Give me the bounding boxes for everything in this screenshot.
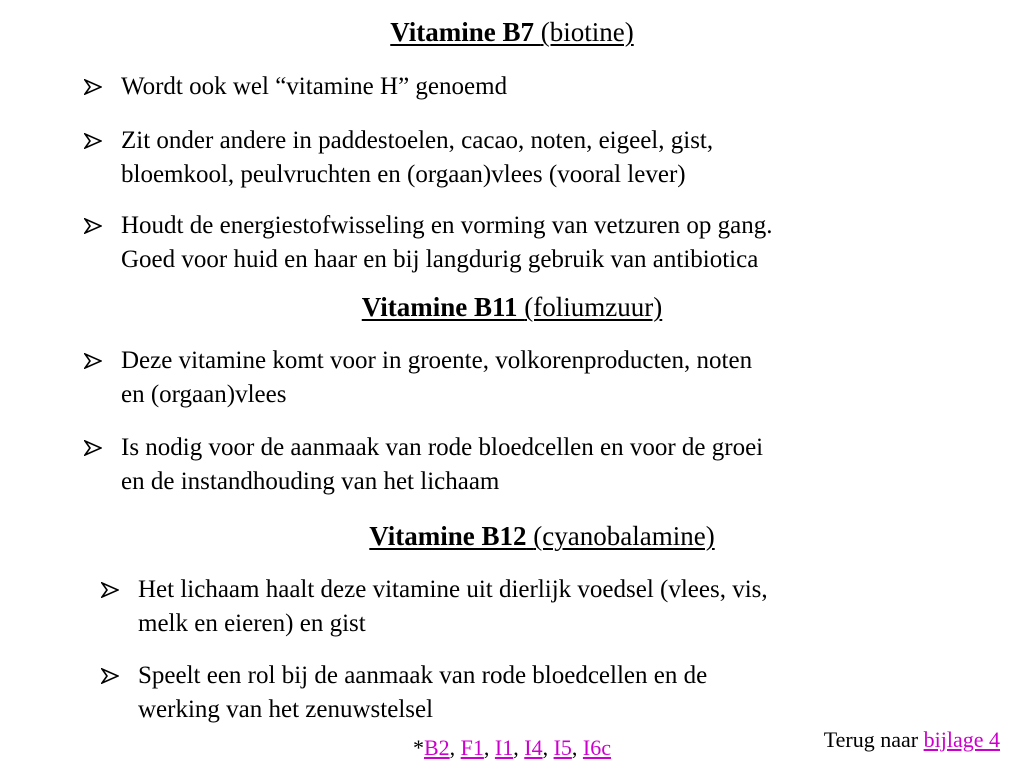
ref-separator: ,	[449, 735, 461, 760]
bullet-item	[101, 659, 991, 727]
heading-rest: (foliumzuur)	[524, 292, 663, 322]
heading-rest: (cyanobalamine)	[533, 521, 715, 551]
bullet-item	[84, 431, 984, 499]
ref-link-f1[interactable]: F1	[460, 735, 484, 760]
bullet-line: Houdt de energiestofwisseling en vorming van vetzuren op gang.	[121, 212, 773, 239]
bullet-line: Is nodig voor de aanmaak van rode bloedcellen en voor de groei	[121, 434, 764, 461]
arrowhead-bullet-icon	[84, 124, 106, 158]
bullet-line: en (orgaan)vlees	[121, 381, 287, 408]
bullet-line: Zit onder andere in paddestoelen, cacao, noten, eigeel, gist,	[121, 127, 714, 154]
heading-bold: Vitamine B11	[361, 292, 518, 322]
bullet-line: Het lichaam haalt deze vitamine uit dierlijk voedsel (vlees, vis,	[138, 576, 768, 603]
bullet-item	[84, 209, 1004, 277]
arrowhead-bullet-icon	[84, 344, 106, 378]
section-heading-b11	[0, 291, 1024, 323]
reference-links	[0, 734, 1024, 762]
bullet-line: Goed voor huid en haar en bij langdurig gebruik van antibiotica	[121, 246, 759, 273]
back-label: Terug naar	[823, 727, 919, 752]
ref-separator: ,	[483, 735, 495, 760]
section-heading-b7	[0, 16, 1024, 48]
ref-link-i4[interactable]: I4	[524, 735, 543, 760]
bullet-item	[84, 70, 984, 104]
ref-separator: ,	[513, 735, 525, 760]
bullet-line: Deze vitamine komt voor in groente, volkorenproducten, noten	[121, 347, 753, 374]
bullet-line: en de instandhouding van het lichaam	[121, 468, 500, 495]
ref-separator: ,	[542, 735, 554, 760]
ref-link-i1[interactable]: I1	[494, 735, 514, 760]
bullet-line: bloemkool, peulvruchten en (orgaan)vlees (vooral lever)	[121, 161, 686, 188]
bullet-line: werking van het zenuwstelsel	[138, 696, 434, 723]
bullet-item	[84, 124, 984, 192]
bullet-item	[101, 573, 991, 641]
ref-link-i6c[interactable]: I6c	[582, 735, 611, 760]
arrowhead-bullet-icon	[84, 431, 106, 465]
bijlage-4-link[interactable]: bijlage 4	[923, 727, 1000, 752]
heading-bold: Vitamine B12	[369, 521, 527, 551]
heading-rest: (biotine)	[540, 17, 634, 47]
refs-prefix: *	[412, 735, 424, 760]
ref-link-b2[interactable]: B2	[423, 735, 450, 760]
ref-link-i5[interactable]: I5	[553, 735, 572, 760]
bullet-item	[84, 344, 984, 412]
bullet-line: Speelt een rol bij de aanmaak van rode bloedcellen en de	[138, 662, 708, 689]
ref-separator: ,	[571, 735, 583, 760]
bullet-line: melk en eieren) en gist	[138, 610, 366, 637]
heading-bold: Vitamine B7	[390, 17, 534, 47]
arrowhead-bullet-icon	[84, 209, 106, 243]
bullet-line: Wordt ook wel “vitamine H” genoemd	[121, 73, 508, 100]
arrowhead-bullet-icon	[84, 70, 106, 104]
section-heading-b12	[30, 520, 1024, 552]
arrowhead-bullet-icon	[101, 573, 123, 607]
arrowhead-bullet-icon	[101, 659, 123, 693]
